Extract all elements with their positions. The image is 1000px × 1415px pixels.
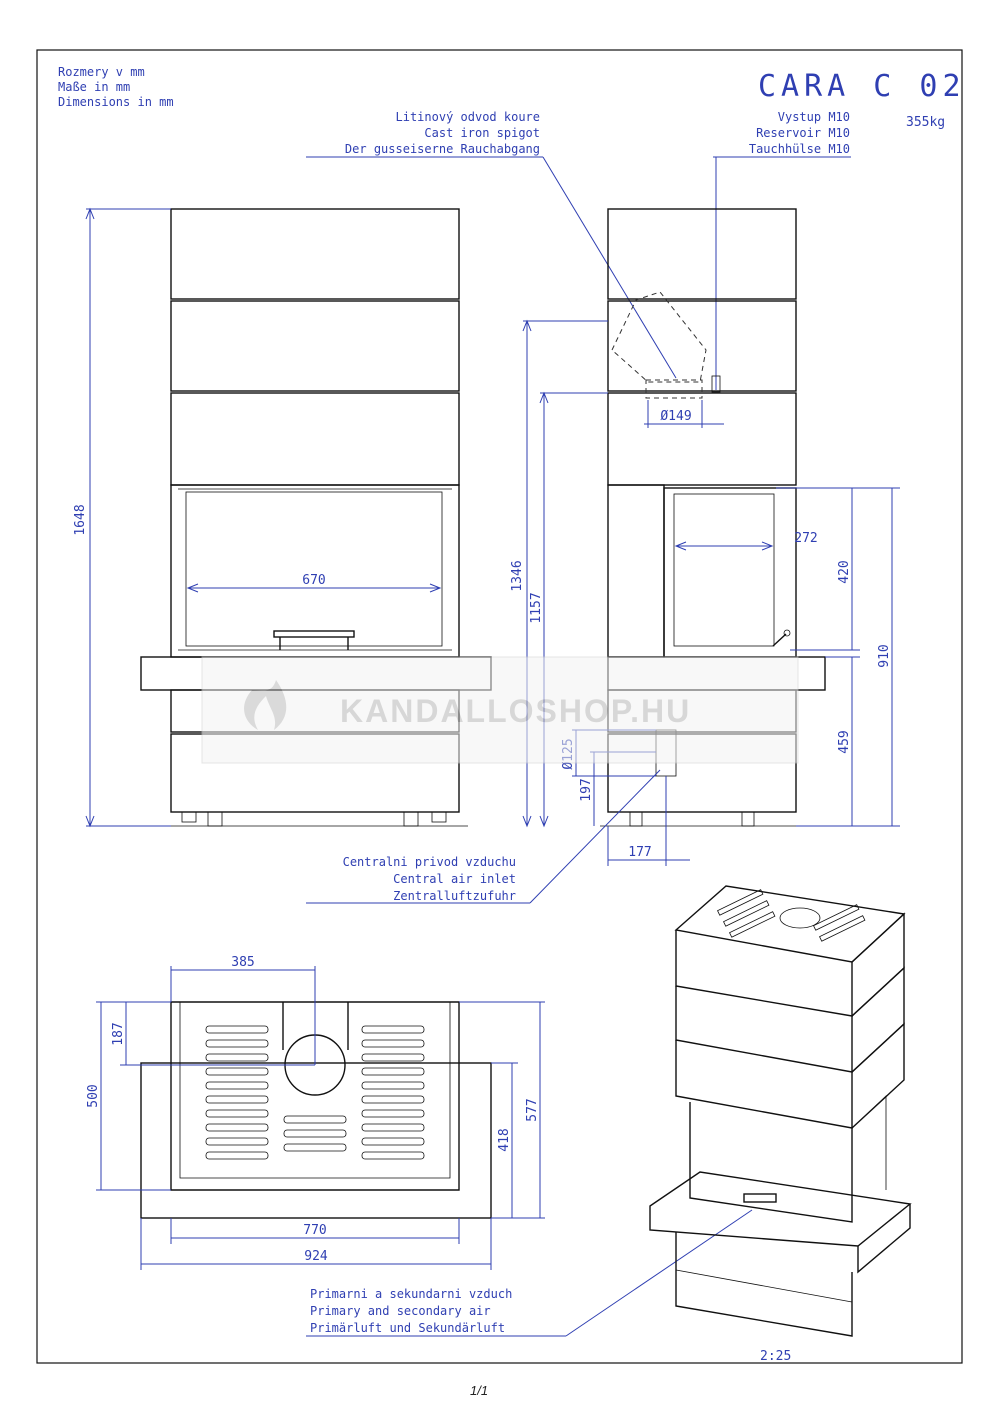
watermark-text: KANDALLOSHOP.HU bbox=[340, 693, 692, 729]
svg-text:Vystup M10: Vystup M10 bbox=[777, 110, 850, 124]
svg-text:Primary and secondary air: Primary and secondary air bbox=[310, 1304, 491, 1318]
model-title: CARA C 02 bbox=[758, 69, 966, 104]
top-dimensions bbox=[86, 955, 545, 1270]
weight-label: 355kg bbox=[906, 115, 946, 130]
reservoir-note bbox=[749, 110, 850, 156]
units-note bbox=[58, 65, 174, 109]
dim-spigot-diameter: Ø149 bbox=[660, 409, 692, 424]
dim-inlet-height: 197 bbox=[579, 778, 594, 802]
units-cz: Rozmery v mm bbox=[58, 65, 145, 79]
primary-air-leader bbox=[566, 1210, 752, 1336]
svg-text:Tauchhülse M10: Tauchhülse M10 bbox=[748, 142, 850, 156]
spigot-leader bbox=[543, 157, 676, 378]
dim-spigot-height: 1346 bbox=[510, 560, 525, 592]
dim-top-center: 385 bbox=[231, 955, 255, 970]
dim-inner-width: 770 bbox=[303, 1223, 327, 1238]
dim-total-height: 1648 bbox=[73, 504, 88, 536]
svg-text:Der gusseiserne Rauchabgang: Der gusseiserne Rauchabgang bbox=[344, 142, 540, 156]
scale-label: 2:25 bbox=[760, 1349, 792, 1364]
units-de: Maße in mm bbox=[58, 80, 131, 94]
svg-text:Primärluft und Sekundärluft: Primärluft und Sekundärluft bbox=[310, 1321, 506, 1335]
dim-inlet-offset: 177 bbox=[628, 845, 652, 860]
dim-top-depth-d: 577 bbox=[525, 1098, 540, 1122]
svg-text:Central air inlet: Central air inlet bbox=[393, 872, 516, 886]
dim-side-height: 910 bbox=[877, 644, 892, 668]
dim-reservoir-height: 1157 bbox=[529, 592, 544, 624]
dim-top-depth-a: 187 bbox=[111, 1022, 126, 1046]
top-view bbox=[141, 1002, 491, 1218]
spigot-note bbox=[345, 110, 540, 156]
side-dimensions bbox=[510, 321, 900, 866]
svg-text:Centralni privod vzduchu: Centralni privod vzduchu bbox=[342, 855, 516, 869]
units-en: Dimensions in mm bbox=[58, 95, 174, 109]
svg-text:Litinový odvod koure: Litinový odvod koure bbox=[395, 110, 540, 124]
dim-top-depth-b: 500 bbox=[86, 1084, 101, 1108]
air-inlet-note bbox=[343, 855, 516, 903]
dim-firebox-width: 670 bbox=[302, 573, 326, 588]
dim-base-height: 459 bbox=[837, 730, 852, 754]
dim-outer-width: 924 bbox=[304, 1249, 328, 1264]
svg-text:Primarni a sekundarni vzduch: Primarni a sekundarni vzduch bbox=[310, 1287, 513, 1301]
dim-top-depth-c: 418 bbox=[497, 1128, 512, 1152]
dim-glass-height: 420 bbox=[837, 560, 852, 584]
svg-text:Cast iron spigot: Cast iron spigot bbox=[424, 126, 540, 140]
air-inlet-leader bbox=[530, 770, 660, 903]
primary-air-note bbox=[310, 1287, 512, 1335]
isometric-view bbox=[650, 886, 910, 1336]
svg-text:Zentralluftzufuhr: Zentralluftzufuhr bbox=[393, 889, 516, 903]
watermark bbox=[202, 657, 798, 763]
svg-text:Reservoir M10: Reservoir M10 bbox=[756, 126, 850, 140]
dim-side-depth: 272 bbox=[794, 531, 818, 546]
page-number: 1/1 bbox=[470, 1383, 489, 1398]
